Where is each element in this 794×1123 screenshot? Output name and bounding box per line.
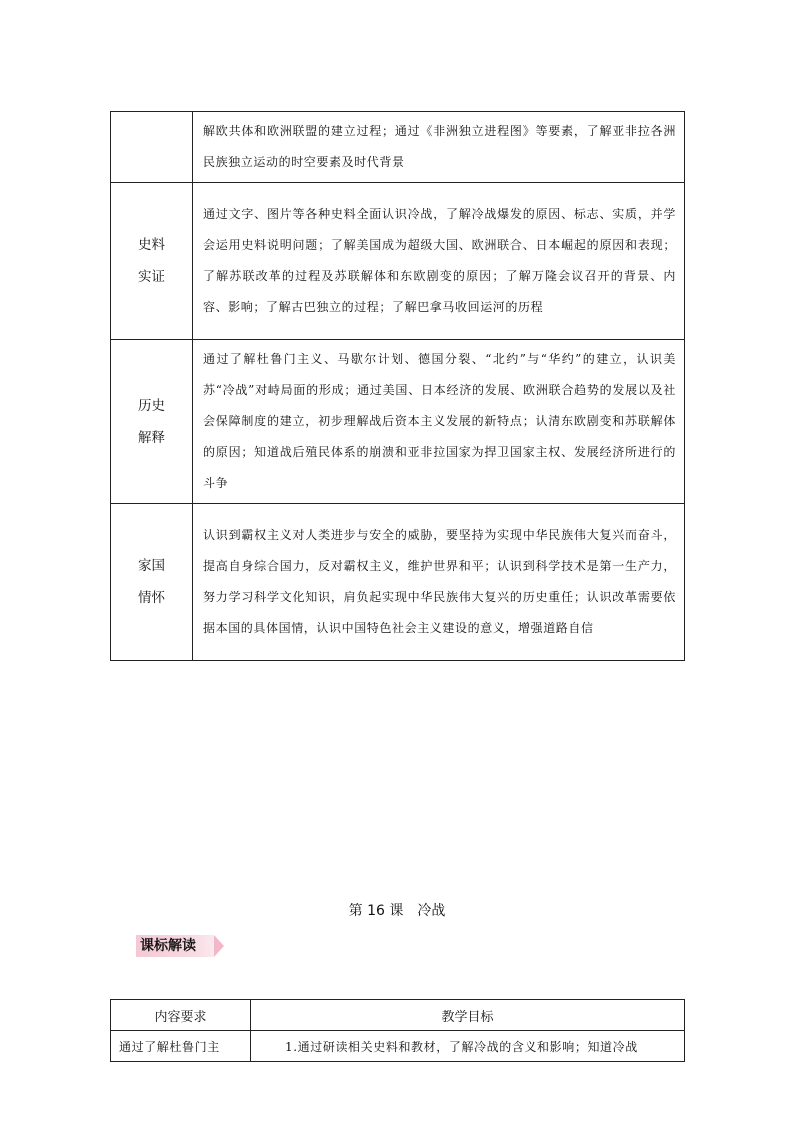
cell-requirement: 通过了解杜鲁门主: [111, 1031, 251, 1062]
badge-arrow-icon: [214, 935, 224, 957]
table-header-row: [111, 1000, 685, 1031]
lesson-title: 第 16 课 冷战: [348, 903, 446, 919]
row-key-lishi-jieshi: 历史 解释: [111, 340, 193, 504]
row-content: 通过了解杜鲁门主义、马歇尔计划、德国分裂、“北约”与“华约”的建立，认识美苏“冷战”对峙局面的形成；通过美国、日本经济的发展、欧洲联合趋势的发展以及社会保障制度的建立，初步理解战后资本主义发展的新特点；认清东欧剧变和苏联解体的原因；知道战后殖民体系的崩溃和亚非拉国家为捍卫国家主权、发展经济所进行的斗争: [193, 340, 685, 504]
row-key: [111, 112, 193, 183]
header-content-requirements: 内容要求: [111, 1000, 251, 1031]
header-teaching-goals: 教学目标: [251, 1000, 685, 1031]
row-content: 通过文字、图片等各种史料全面认识冷战，了解冷战爆发的原因、标志、实质，并学会运用史料说明问题；了解美国成为超级大国、欧洲联合、日本崛起的原因和表现；了解苏联改革的过程及苏联解体和东欧剧变的原因；了解万隆会议召开的背景、内容、影响；了解古巴独立的过程；了解巴拿马收回运河的历程: [193, 183, 685, 340]
table-row: [111, 112, 685, 183]
row-content: 解欧共体和欧洲联盟的建立过程；通过《非洲独立进程图》等要素，了解亚非拉各洲民族独立运动的时空要素及时代背景: [193, 112, 685, 183]
row-key-jiaguo-qinghuai: 家国 情怀: [111, 504, 193, 661]
cell-goal: 1.通过研读相关史料和教材，了解冷战的含义和影响；知道冷战: [251, 1031, 685, 1062]
row-key-shiliao-shizheng: 史料 实证: [111, 183, 193, 340]
table-row: [111, 1031, 685, 1062]
row-content: 认识到霸权主义对人类进步与安全的威胁，要坚持为实现中华民族伟大复兴而奋斗，提高自身综合国力，反对霸权主义，维护世界和平；认识到科学技术是第一生产力，努力学习科学文化知识，肩负起实现中华民族伟大复兴的历史重任；认识改革需要依据本国的具体国情，认识中国特色社会主义建设的意义，增强道路自信: [193, 504, 685, 661]
table-row: [111, 504, 685, 661]
literacy-table: [110, 111, 685, 661]
standards-table: [110, 999, 685, 1062]
table-row: [111, 340, 685, 504]
section-badge: 课标解读: [136, 935, 214, 957]
table-row: [111, 183, 685, 340]
